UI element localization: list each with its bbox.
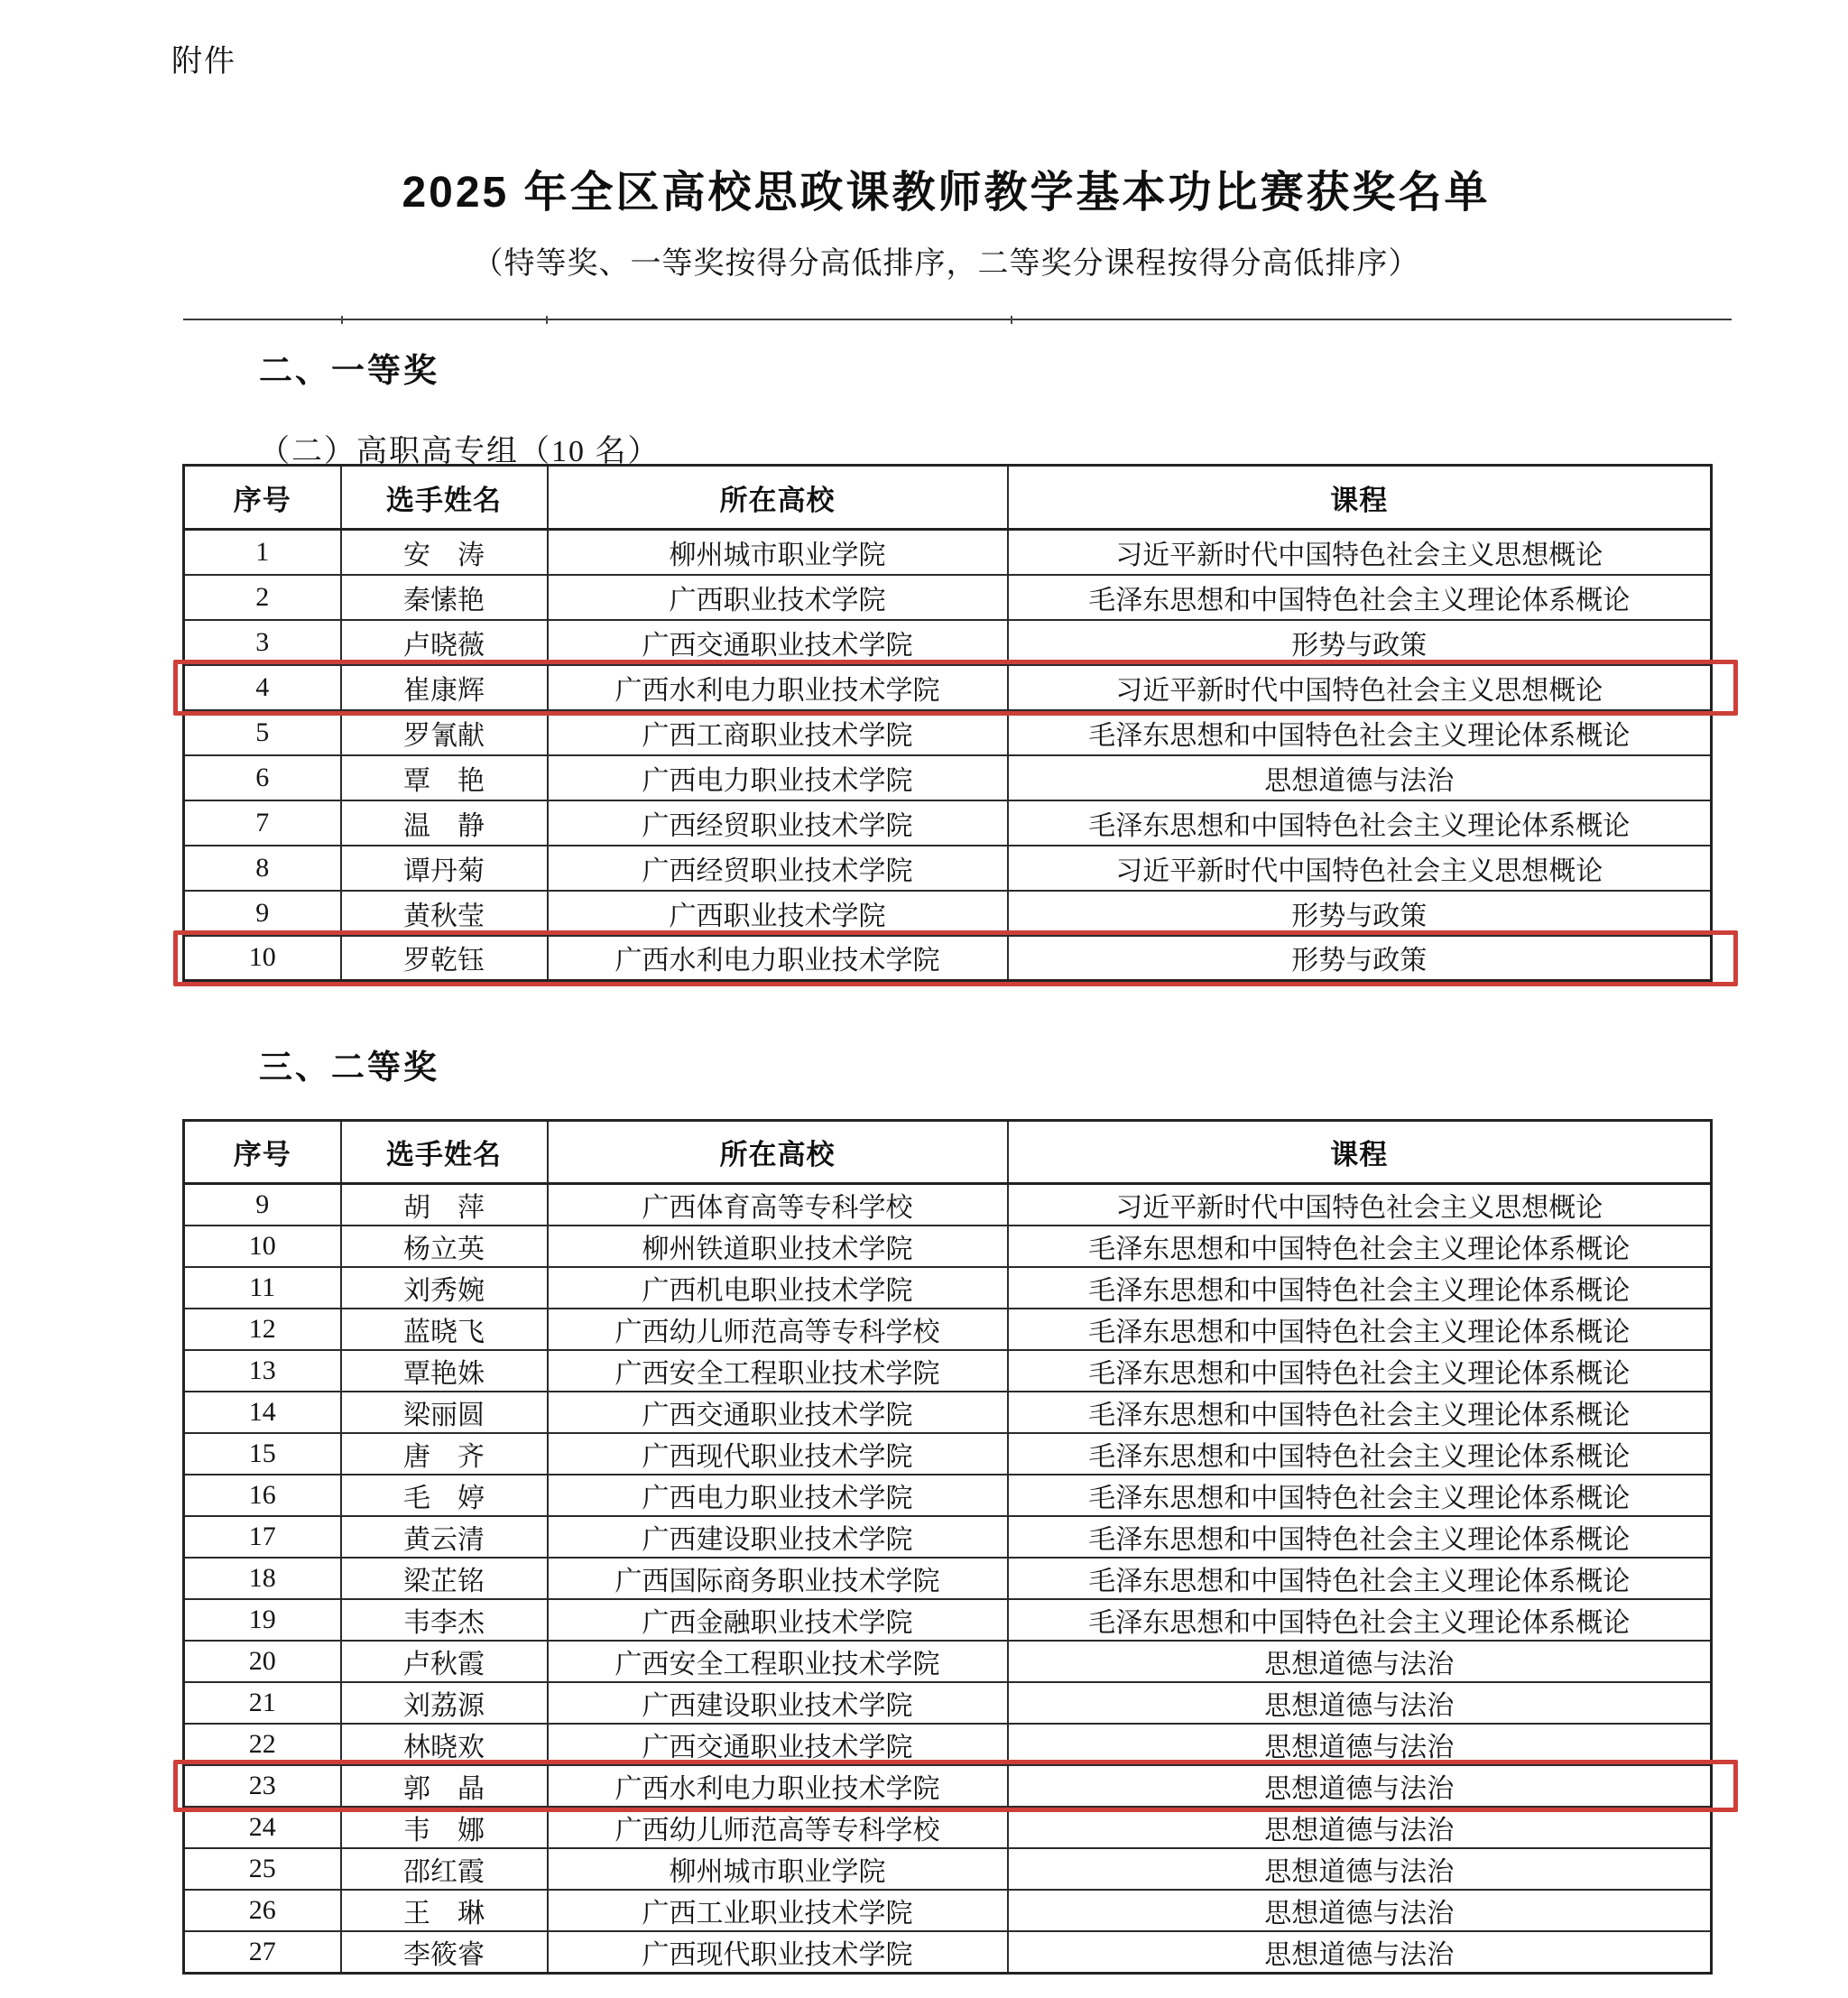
contestant-name-cell: 卢秋霞 bbox=[341, 1641, 548, 1682]
seq-cell: 1 bbox=[184, 530, 341, 575]
course-cell: 毛泽东思想和中国特色社会主义理论体系概论 bbox=[1008, 1350, 1712, 1392]
table-row bbox=[184, 1475, 1712, 1516]
school-cell: 广西水利电力职业技术学院 bbox=[548, 665, 1008, 710]
seq-cell: 8 bbox=[184, 846, 341, 891]
table-row bbox=[184, 1599, 1712, 1641]
table-row bbox=[184, 1848, 1712, 1890]
top-divider-line bbox=[183, 319, 1732, 320]
seq-cell: 11 bbox=[184, 1267, 341, 1309]
table-row bbox=[184, 846, 1712, 891]
contestant-name-cell: 梁丽圆 bbox=[341, 1392, 548, 1433]
course-cell: 习近平新时代中国特色社会主义思想概论 bbox=[1008, 846, 1712, 891]
contestant-name-cell: 刘荔源 bbox=[341, 1682, 548, 1724]
section-heading-first-prize: 二、一等奖 bbox=[259, 352, 439, 389]
course-cell: 毛泽东思想和中国特色社会主义理论体系概论 bbox=[1008, 1516, 1712, 1558]
course-cell: 毛泽东思想和中国特色社会主义理论体系概论 bbox=[1008, 800, 1712, 846]
contestant-name-cell: 王 琳 bbox=[341, 1890, 548, 1931]
table-header-row bbox=[184, 1121, 1712, 1184]
table-row bbox=[184, 1433, 1712, 1475]
seq-cell: 16 bbox=[184, 1475, 341, 1516]
school-cell: 广西经贸职业技术学院 bbox=[548, 846, 1008, 891]
column-header: 序号 bbox=[184, 466, 341, 530]
school-cell: 柳州城市职业学院 bbox=[548, 530, 1008, 575]
course-cell: 思想道德与法治 bbox=[1008, 755, 1712, 800]
table-row bbox=[184, 1641, 1712, 1682]
table-row bbox=[184, 1558, 1712, 1599]
course-cell: 思想道德与法治 bbox=[1008, 1807, 1712, 1848]
table-row bbox=[184, 1807, 1712, 1848]
seq-cell: 19 bbox=[184, 1599, 341, 1641]
subsection-heading-vocational-group: （二）高职高专组（10 名） bbox=[259, 435, 661, 468]
seq-cell: 18 bbox=[184, 1558, 341, 1599]
seq-cell: 10 bbox=[184, 936, 341, 981]
table-header-row bbox=[184, 466, 1712, 530]
contestant-name-cell: 林晓欢 bbox=[341, 1724, 548, 1765]
table-row bbox=[184, 1890, 1712, 1931]
course-cell: 毛泽东思想和中国特色社会主义理论体系概论 bbox=[1008, 1599, 1712, 1641]
seq-cell: 9 bbox=[184, 891, 341, 936]
seq-cell: 17 bbox=[184, 1516, 341, 1558]
contestant-name-cell: 李筱睿 bbox=[341, 1931, 548, 1974]
table-row bbox=[184, 1724, 1712, 1765]
contestant-name-cell: 罗氰献 bbox=[341, 710, 548, 755]
table-row bbox=[184, 1267, 1712, 1309]
contestant-name-cell: 覃 艳 bbox=[341, 755, 548, 800]
column-header: 课程 bbox=[1008, 466, 1712, 530]
table-row bbox=[184, 800, 1712, 846]
course-cell: 毛泽东思想和中国特色社会主义理论体系概论 bbox=[1008, 1309, 1712, 1350]
seq-cell: 7 bbox=[184, 800, 341, 846]
table-row bbox=[184, 1350, 1712, 1392]
course-cell: 毛泽东思想和中国特色社会主义理论体系概论 bbox=[1008, 1475, 1712, 1516]
school-cell: 柳州铁道职业技术学院 bbox=[548, 1226, 1008, 1267]
course-cell: 形势与政策 bbox=[1008, 891, 1712, 936]
column-header: 所在高校 bbox=[548, 1121, 1008, 1184]
table-row bbox=[184, 1309, 1712, 1350]
course-cell: 毛泽东思想和中国特色社会主义理论体系概论 bbox=[1008, 575, 1712, 620]
first-prize-table-header bbox=[184, 466, 1712, 530]
table-row bbox=[184, 1392, 1712, 1433]
contestant-name-cell: 梁芷铭 bbox=[341, 1558, 548, 1599]
seq-cell: 9 bbox=[184, 1184, 341, 1226]
contestant-name-cell: 韦李杰 bbox=[341, 1599, 548, 1641]
course-cell: 毛泽东思想和中国特色社会主义理论体系概论 bbox=[1008, 1226, 1712, 1267]
school-cell: 广西经贸职业技术学院 bbox=[548, 800, 1008, 846]
contestant-name-cell: 唐 齐 bbox=[341, 1433, 548, 1475]
contestant-name-cell: 罗乾钰 bbox=[341, 936, 548, 981]
seq-cell: 22 bbox=[184, 1724, 341, 1765]
seq-cell: 20 bbox=[184, 1641, 341, 1682]
contestant-name-cell: 杨立英 bbox=[341, 1226, 548, 1267]
school-cell: 广西职业技术学院 bbox=[548, 891, 1008, 936]
seq-cell: 15 bbox=[184, 1433, 341, 1475]
contestant-name-cell: 秦愫艳 bbox=[341, 575, 548, 620]
course-cell: 思想道德与法治 bbox=[1008, 1765, 1712, 1807]
contestant-name-cell: 毛 婷 bbox=[341, 1475, 548, 1516]
course-cell: 思想道德与法治 bbox=[1008, 1931, 1712, 1974]
school-cell: 广西金融职业技术学院 bbox=[548, 1599, 1008, 1641]
contestant-name-cell: 谭丹菊 bbox=[341, 846, 548, 891]
table-row bbox=[184, 575, 1712, 620]
course-cell: 习近平新时代中国特色社会主义思想概论 bbox=[1008, 530, 1712, 575]
column-header: 选手姓名 bbox=[341, 466, 548, 530]
table-row bbox=[184, 710, 1712, 755]
school-cell: 广西水利电力职业技术学院 bbox=[548, 1765, 1008, 1807]
course-cell: 思想道德与法治 bbox=[1008, 1848, 1712, 1890]
column-header: 序号 bbox=[184, 1121, 341, 1184]
contestant-name-cell: 黄秋莹 bbox=[341, 891, 548, 936]
school-cell: 广西电力职业技术学院 bbox=[548, 755, 1008, 800]
course-cell: 形势与政策 bbox=[1008, 936, 1712, 981]
school-cell: 广西交通职业技术学院 bbox=[548, 620, 1008, 665]
contestant-name-cell: 刘秀婉 bbox=[341, 1267, 548, 1309]
section-heading-second-prize: 三、二等奖 bbox=[259, 1049, 439, 1086]
school-cell: 广西工商职业技术学院 bbox=[548, 710, 1008, 755]
school-cell: 广西工业职业技术学院 bbox=[548, 1890, 1008, 1931]
table-row bbox=[184, 1765, 1712, 1807]
table-row bbox=[184, 891, 1712, 936]
course-cell: 毛泽东思想和中国特色社会主义理论体系概论 bbox=[1008, 1392, 1712, 1433]
school-cell: 广西幼儿师范高等专科学校 bbox=[548, 1807, 1008, 1848]
course-cell: 毛泽东思想和中国特色社会主义理论体系概论 bbox=[1008, 710, 1712, 755]
contestant-name-cell: 覃艳姝 bbox=[341, 1350, 548, 1392]
seq-cell: 5 bbox=[184, 710, 341, 755]
seq-cell: 14 bbox=[184, 1392, 341, 1433]
course-cell: 思想道德与法治 bbox=[1008, 1890, 1712, 1931]
second-prize-table-header bbox=[184, 1121, 1712, 1184]
divider-tick bbox=[1011, 316, 1012, 324]
school-cell: 广西电力职业技术学院 bbox=[548, 1475, 1008, 1516]
column-header: 课程 bbox=[1008, 1121, 1712, 1184]
contestant-name-cell: 韦 娜 bbox=[341, 1807, 548, 1848]
course-cell: 形势与政策 bbox=[1008, 620, 1712, 665]
school-cell: 广西建设职业技术学院 bbox=[548, 1516, 1008, 1558]
table-row bbox=[184, 1184, 1712, 1226]
seq-cell: 12 bbox=[184, 1309, 341, 1350]
seq-cell: 13 bbox=[184, 1350, 341, 1392]
seq-cell: 27 bbox=[184, 1931, 341, 1974]
seq-cell: 23 bbox=[184, 1765, 341, 1807]
seq-cell: 6 bbox=[184, 755, 341, 800]
school-cell: 柳州城市职业学院 bbox=[548, 1848, 1008, 1890]
school-cell: 广西安全工程职业技术学院 bbox=[548, 1641, 1008, 1682]
school-cell: 广西建设职业技术学院 bbox=[548, 1682, 1008, 1724]
seq-cell: 26 bbox=[184, 1890, 341, 1931]
contestant-name-cell: 邵红霞 bbox=[341, 1848, 548, 1890]
column-header: 选手姓名 bbox=[341, 1121, 548, 1184]
school-cell: 广西职业技术学院 bbox=[548, 575, 1008, 620]
seq-cell: 10 bbox=[184, 1226, 341, 1267]
school-cell: 广西交通职业技术学院 bbox=[548, 1392, 1008, 1433]
school-cell: 广西国际商务职业技术学院 bbox=[548, 1558, 1008, 1599]
second-prize-table bbox=[182, 1119, 1713, 1975]
seq-cell: 24 bbox=[184, 1807, 341, 1848]
course-cell: 思想道德与法治 bbox=[1008, 1724, 1712, 1765]
contestant-name-cell: 崔康辉 bbox=[341, 665, 548, 710]
contestant-name-cell: 安 涛 bbox=[341, 530, 548, 575]
school-cell: 广西安全工程职业技术学院 bbox=[548, 1350, 1008, 1392]
contestant-name-cell: 温 静 bbox=[341, 800, 548, 846]
course-cell: 习近平新时代中国特色社会主义思想概论 bbox=[1008, 665, 1712, 710]
school-cell: 广西机电职业技术学院 bbox=[548, 1267, 1008, 1309]
table-row bbox=[184, 620, 1712, 665]
school-cell: 广西幼儿师范高等专科学校 bbox=[548, 1309, 1008, 1350]
attachment-label: 附件 bbox=[171, 44, 236, 79]
table-row bbox=[184, 665, 1712, 710]
table-row bbox=[184, 1682, 1712, 1724]
seq-cell: 21 bbox=[184, 1682, 341, 1724]
course-cell: 习近平新时代中国特色社会主义思想概论 bbox=[1008, 1184, 1712, 1226]
seq-cell: 25 bbox=[184, 1848, 341, 1890]
school-cell: 广西体育高等专科学校 bbox=[548, 1184, 1008, 1226]
first-prize-table-body bbox=[184, 530, 1712, 981]
table-row bbox=[184, 530, 1712, 575]
seq-cell: 4 bbox=[184, 665, 341, 710]
column-header: 所在高校 bbox=[548, 466, 1008, 530]
divider-tick bbox=[341, 316, 343, 324]
school-cell: 广西现代职业技术学院 bbox=[548, 1931, 1008, 1974]
contestant-name-cell: 蓝晓飞 bbox=[341, 1309, 548, 1350]
seq-cell: 2 bbox=[184, 575, 341, 620]
course-cell: 思想道德与法治 bbox=[1008, 1641, 1712, 1682]
second-prize-table-body bbox=[184, 1184, 1712, 1974]
contestant-name-cell: 胡 萍 bbox=[341, 1184, 548, 1226]
course-cell: 毛泽东思想和中国特色社会主义理论体系概论 bbox=[1008, 1433, 1712, 1475]
contestant-name-cell: 郭 晶 bbox=[341, 1765, 548, 1807]
first-prize-table bbox=[182, 464, 1713, 982]
school-cell: 广西现代职业技术学院 bbox=[548, 1433, 1008, 1475]
page-subtitle: （特等奖、一等奖按得分高低排序，二等奖分课程按得分高低排序） bbox=[472, 247, 1420, 281]
school-cell: 广西交通职业技术学院 bbox=[548, 1724, 1008, 1765]
contestant-name-cell: 黄云清 bbox=[341, 1516, 548, 1558]
table-row bbox=[184, 755, 1712, 800]
table-row bbox=[184, 1931, 1712, 1974]
table-row bbox=[184, 1226, 1712, 1267]
seq-cell: 3 bbox=[184, 620, 341, 665]
table-row bbox=[184, 936, 1712, 981]
divider-tick bbox=[546, 316, 548, 324]
school-cell: 广西水利电力职业技术学院 bbox=[548, 936, 1008, 981]
course-cell: 毛泽东思想和中国特色社会主义理论体系概论 bbox=[1008, 1558, 1712, 1599]
course-cell: 毛泽东思想和中国特色社会主义理论体系概论 bbox=[1008, 1267, 1712, 1309]
course-cell: 思想道德与法治 bbox=[1008, 1682, 1712, 1724]
contestant-name-cell: 卢晓薇 bbox=[341, 620, 548, 665]
page-title: 2025 年全区高校思政课教师教学基本功比赛获奖名单 bbox=[402, 169, 1491, 217]
table-row bbox=[184, 1516, 1712, 1558]
